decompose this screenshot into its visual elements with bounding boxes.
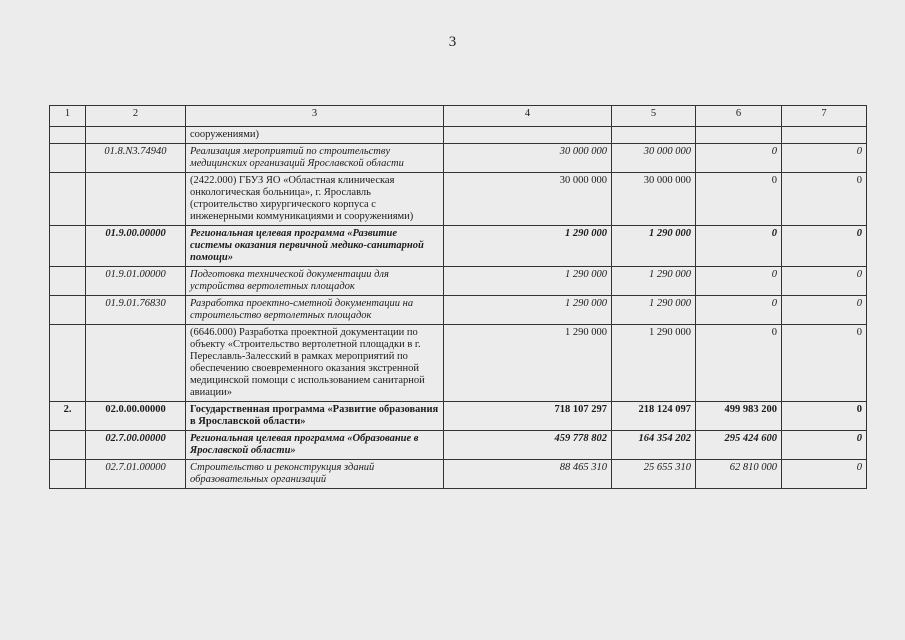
cell-col5: 25 655 310 bbox=[612, 460, 696, 489]
cell-total: 30 000 000 bbox=[444, 173, 612, 226]
table-row bbox=[50, 296, 867, 325]
cell-col7: 0 bbox=[782, 402, 867, 431]
cell-col5: 1 290 000 bbox=[612, 267, 696, 296]
cell-total: 88 465 310 bbox=[444, 460, 612, 489]
cell-name: сооружениями) bbox=[186, 127, 444, 144]
cell-total: 1 290 000 bbox=[444, 296, 612, 325]
cell-col5: 30 000 000 bbox=[612, 144, 696, 173]
cell-code bbox=[86, 325, 186, 402]
cell-col7: 0 bbox=[782, 144, 867, 173]
cell-col6 bbox=[696, 127, 782, 144]
cell-col6: 295 424 600 bbox=[696, 431, 782, 460]
cell-col6: 62 810 000 bbox=[696, 460, 782, 489]
cell-col5: 1 290 000 bbox=[612, 296, 696, 325]
table-row bbox=[50, 226, 867, 267]
cell-name: Подготовка технической документации для устройства вертолетных площадок bbox=[186, 267, 444, 296]
table-row bbox=[50, 325, 867, 402]
table-row bbox=[50, 144, 867, 173]
cell-col7: 0 bbox=[782, 431, 867, 460]
header-col-6: 6 bbox=[696, 106, 782, 127]
header-col-5: 5 bbox=[612, 106, 696, 127]
cell-code: 02.7.01.00000 bbox=[86, 460, 186, 489]
cell-number: 2. bbox=[50, 402, 86, 431]
cell-name: Реализация мероприятий по строительству медицинских организаций Ярославской области bbox=[186, 144, 444, 173]
table-row bbox=[50, 402, 867, 431]
cell-name: Государственная программа «Развитие образования в Ярославской области» bbox=[186, 402, 444, 431]
cell-number bbox=[50, 267, 86, 296]
header-col-4: 4 bbox=[444, 106, 612, 127]
header-col-7: 7 bbox=[782, 106, 867, 127]
budget-table bbox=[49, 105, 867, 489]
header-col-2: 2 bbox=[86, 106, 186, 127]
cell-col7: 0 bbox=[782, 325, 867, 402]
cell-total: 1 290 000 bbox=[444, 226, 612, 267]
header-col-3: 3 bbox=[186, 106, 444, 127]
cell-code: 01.9.01.76830 bbox=[86, 296, 186, 325]
header-col-1: 1 bbox=[50, 106, 86, 127]
cell-code: 02.0.00.00000 bbox=[86, 402, 186, 431]
table-row bbox=[50, 431, 867, 460]
cell-name: (2422.000) ГБУЗ ЯО «Областная клиническая онкологическая больница», г. Ярославль (строительство хирургического корпуса с инженерными коммуникациями и сооружениями) bbox=[186, 173, 444, 226]
cell-code bbox=[86, 127, 186, 144]
cell-col5: 1 290 000 bbox=[612, 325, 696, 402]
cell-col7: 0 bbox=[782, 296, 867, 325]
cell-number bbox=[50, 431, 86, 460]
cell-name: Региональная целевая программа «Образование в Ярославской области» bbox=[186, 431, 444, 460]
table-header-row bbox=[50, 106, 867, 127]
cell-col5: 30 000 000 bbox=[612, 173, 696, 226]
cell-number bbox=[50, 460, 86, 489]
cell-col6: 499 983 200 bbox=[696, 402, 782, 431]
cell-col7: 0 bbox=[782, 267, 867, 296]
cell-col5 bbox=[612, 127, 696, 144]
cell-code: 01.9.00.00000 bbox=[86, 226, 186, 267]
cell-name: Региональная целевая программа «Развитие системы оказания первичной медико-санитарной помощи» bbox=[186, 226, 444, 267]
cell-col6: 0 bbox=[696, 173, 782, 226]
cell-number bbox=[50, 127, 86, 144]
cell-code bbox=[86, 173, 186, 226]
cell-total: 718 107 297 bbox=[444, 402, 612, 431]
cell-number bbox=[50, 296, 86, 325]
table-row bbox=[50, 460, 867, 489]
cell-col7: 0 bbox=[782, 173, 867, 226]
cell-col5: 218 124 097 bbox=[612, 402, 696, 431]
cell-name: Строительство и реконструкция зданий образовательных организаций bbox=[186, 460, 444, 489]
cell-code: 02.7.00.00000 bbox=[86, 431, 186, 460]
cell-col6: 0 bbox=[696, 325, 782, 402]
cell-col7: 0 bbox=[782, 460, 867, 489]
cell-total: 1 290 000 bbox=[444, 325, 612, 402]
cell-col6: 0 bbox=[696, 296, 782, 325]
cell-code: 01.8.N3.74940 bbox=[86, 144, 186, 173]
cell-col6: 0 bbox=[696, 144, 782, 173]
cell-total bbox=[444, 127, 612, 144]
cell-col7: 0 bbox=[782, 226, 867, 267]
cell-col5: 164 354 202 bbox=[612, 431, 696, 460]
table-row bbox=[50, 173, 867, 226]
cell-name: Разработка проектно-сметной документации на строительство вертолетных площадок bbox=[186, 296, 444, 325]
page-number: 3 bbox=[448, 34, 457, 50]
table-row bbox=[50, 127, 867, 144]
cell-number bbox=[50, 325, 86, 402]
cell-total: 1 290 000 bbox=[444, 267, 612, 296]
cell-name: (6646.000) Разработка проектной документации по объекту «Строительство вертолетной площадки в г. Переславль-Залесский в рамках мероприятий по обеспечению своевременного оказания экстренной медицинской помощи с использованием санитарной авиации» bbox=[186, 325, 444, 402]
table-row bbox=[50, 267, 867, 296]
cell-col5: 1 290 000 bbox=[612, 226, 696, 267]
cell-col6: 0 bbox=[696, 226, 782, 267]
cell-col6: 0 bbox=[696, 267, 782, 296]
cell-number bbox=[50, 173, 86, 226]
cell-col7 bbox=[782, 127, 867, 144]
cell-code: 01.9.01.00000 bbox=[86, 267, 186, 296]
cell-number bbox=[50, 226, 86, 267]
cell-number bbox=[50, 144, 86, 173]
cell-total: 459 778 802 bbox=[444, 431, 612, 460]
cell-total: 30 000 000 bbox=[444, 144, 612, 173]
